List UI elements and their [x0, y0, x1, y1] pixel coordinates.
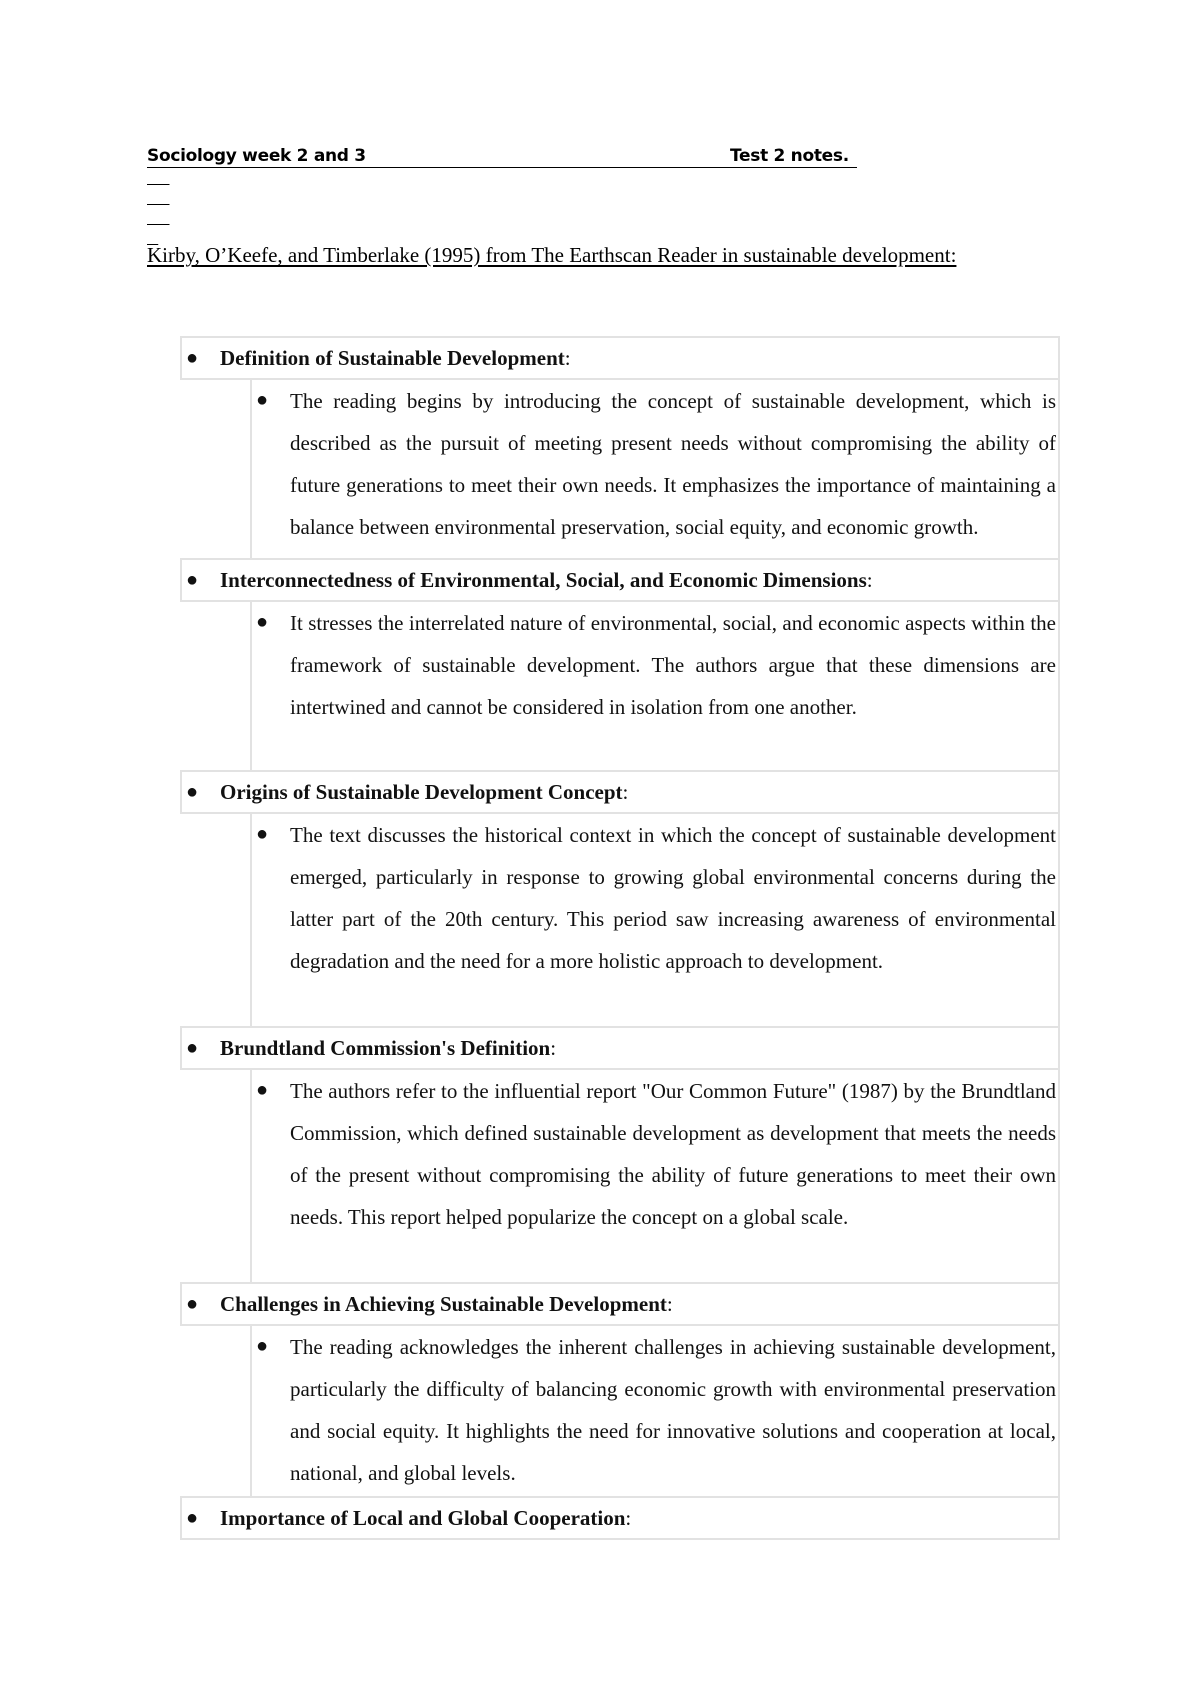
- section-heading: Origins of Sustainable Development Concept:: [220, 780, 629, 804]
- notes-outline: [180, 336, 1060, 1540]
- course-title: Sociology week 2 and 3: [147, 146, 366, 166]
- outline-subitem: [250, 1070, 1060, 1282]
- bullet-icon: ●: [256, 611, 269, 633]
- header-underline: [147, 167, 857, 168]
- section-heading: Definition of Sustainable Development:: [220, 346, 571, 370]
- outline-heading-item: [180, 1282, 1060, 1326]
- bullet-icon: ●: [256, 389, 269, 411]
- outline-heading-item: [180, 770, 1060, 814]
- bullet-icon: ●: [186, 569, 199, 591]
- section-body: It stresses the interrelated nature of environmental, social, and economic aspects within the framework of sustainable development. The authors argue that these dimensions are intertwined and cannot be considered in isolation from one another.: [290, 611, 1056, 719]
- bullet-icon: ●: [186, 1507, 199, 1529]
- bullet-icon: ●: [256, 823, 269, 845]
- outline-heading-item: [180, 336, 1060, 380]
- bullet-icon: ●: [186, 1037, 199, 1059]
- bullet-icon: ●: [256, 1079, 269, 1101]
- section-heading: Brundtland Commission's Definition:: [220, 1036, 557, 1060]
- outline-subitem: [250, 380, 1060, 558]
- section-heading: Challenges in Achieving Sustainable Development:: [220, 1292, 673, 1316]
- outline-subitem: [250, 1326, 1060, 1496]
- section-body: The reading acknowledges the inherent challenges in achieving sustainable development, particularly the difficulty of balancing economic growth with environmental preservation and social equity. It highlights the need for innovative solutions and cooperation at local, national, and global levels.: [290, 1335, 1056, 1485]
- outline-heading-item: [180, 1496, 1060, 1540]
- bullet-icon: ●: [186, 781, 199, 803]
- bullet-icon: ●: [186, 1293, 199, 1315]
- section-heading: Interconnectedness of Environmental, Social, and Economic Dimensions:: [220, 568, 873, 592]
- outline-heading-item: [180, 558, 1060, 602]
- source-reference: Kirby, O’Keefe, and Timberlake (1995) from The Earthscan Reader in sustainable development:: [147, 243, 957, 267]
- outline-subitem: [250, 602, 1060, 770]
- section-body: The text discusses the historical context in which the concept of sustainable development emerged, particularly in response to growing global environmental concerns during the latter part of the 20th century. This period saw increasing awareness of environmental degradation and the need for a more holistic approach to development.: [290, 823, 1056, 973]
- outline-subitem: [250, 814, 1060, 1026]
- section-body: The authors refer to the influential report "Our Common Future" (1987) by the Brundtland Commission, which defined sustainable development as development that meets the needs of the present without compromising the ability of future generations to meet their own needs. This report helped popularize the concept on a global scale.: [290, 1079, 1056, 1229]
- test-label: Test 2 notes.: [730, 146, 849, 166]
- bullet-icon: ●: [256, 1335, 269, 1357]
- bullet-icon: ●: [186, 347, 199, 369]
- document-header: [147, 146, 857, 174]
- outline-heading-item: [180, 1026, 1060, 1070]
- section-body: The reading begins by introducing the concept of sustainable development, which is described as the pursuit of meeting present needs without compromising the ability of future generations to meet their own needs. It emphasizes the importance of maintaining a balance between environmental preservation, social equity, and economic growth.: [290, 389, 1056, 539]
- section-heading: Importance of Local and Global Cooperation:: [220, 1506, 632, 1530]
